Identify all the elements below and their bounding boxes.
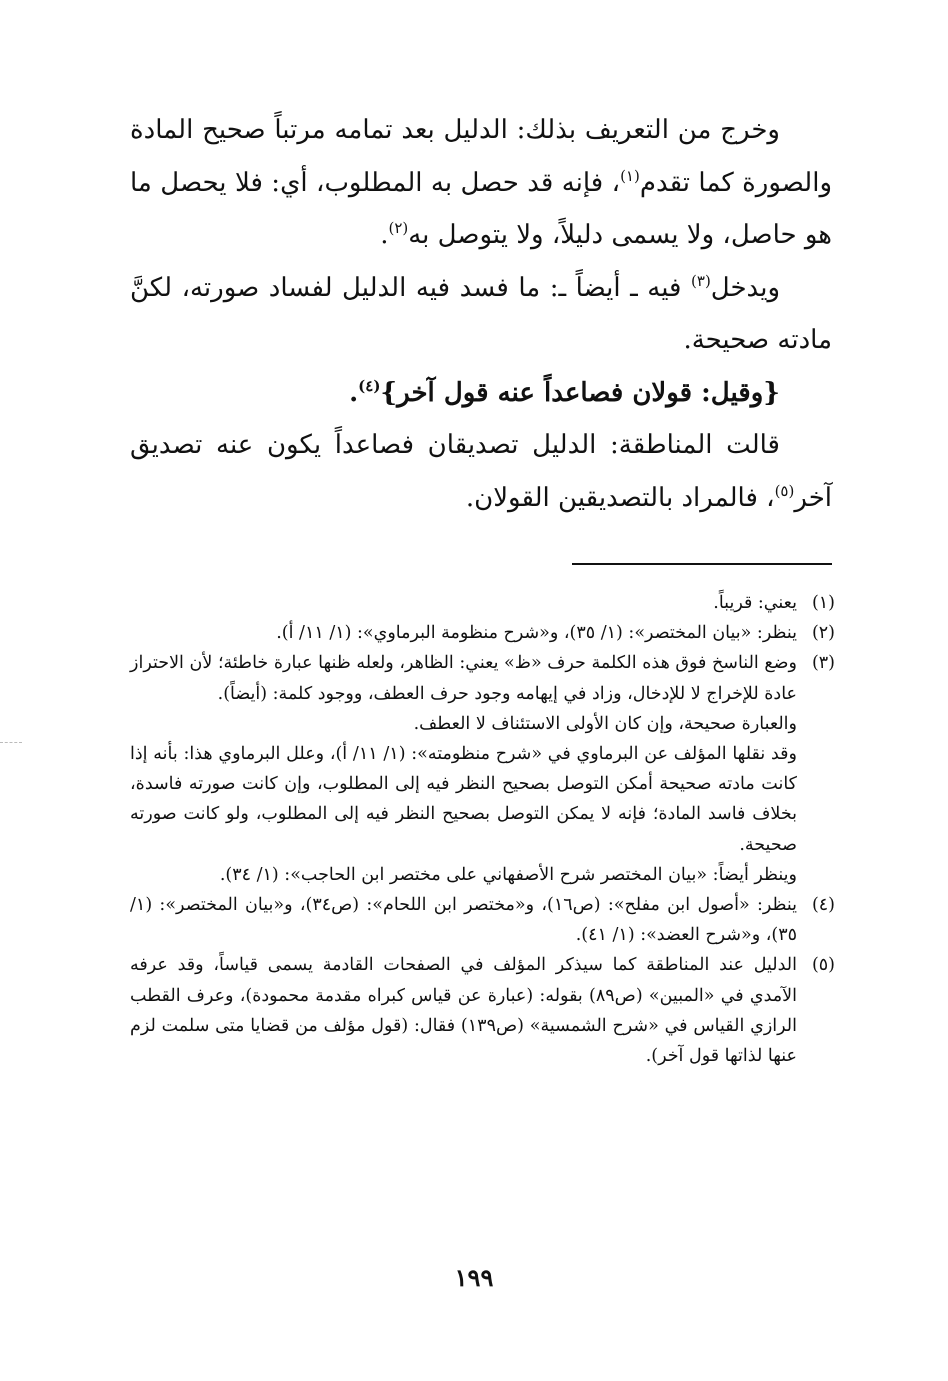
- paragraph-text: ، فإنه قد حصل به المطلوب، أي: فلا يحصل ما هو حاصل، ولا يسمى دليلاً، ولا يتوصل به: [130, 167, 832, 250]
- footnote-text: ينظر: «أصول ابن مفلح»: (ص١٦)، و«مختصر ابن اللحام»: (ص٣٤)، و«بيان المختصر»: (١/ ٣٥)، و«شرح العضد»: (١/ ٤١).: [130, 895, 797, 946]
- footnote-number: (٣): [811, 653, 835, 674]
- main-paragraph: [130, 262, 832, 367]
- footnote: [130, 890, 835, 950]
- footnote: [130, 950, 835, 1071]
- footnote-text: الدليل عند المناطقة كما سيذكر المؤلف في الصفحات القادمة يسمى قياساً، وقد عرفه الآمدي في «المبين» (ص٨٩) بقوله: (عبارة عن قياس كبراه مقدمة محمودة)، وعرف القطب الرازي القياس في «شرح الشمسية» (ص١٣٩) فقال: (قول مؤلف من قضايا متى سلمت لزم عنها لذاتها قول آخر).: [130, 955, 797, 1067]
- footnote-text: والعبارة صحيحة، وإن كان الأولى الاستئناف لا العطف.: [413, 713, 797, 734]
- footnote-body: [130, 950, 797, 1071]
- footnote: [130, 588, 835, 618]
- footnotes: [130, 588, 835, 1071]
- footnote-number: (٤): [811, 895, 835, 916]
- footnote-reference: (٢): [388, 219, 409, 237]
- paragraph-text: ، فالمراد بالتصديقين القولان.: [465, 482, 775, 513]
- footnote-reference: (٣): [691, 271, 711, 290]
- footnote-text: وضع الناسخ فوق هذه الكلمة حرف «ظ» يعني: الظاهر، ولعله ظنها عبارة خاطئة؛ لأن الاحتراز عادة للإخراج لا للإدخال، وزاد في إيهامه وجود حرف العطف، ووجود كلمة: (أيضاً).: [130, 653, 797, 704]
- footnote-reference: (١): [620, 166, 640, 185]
- paragraph-text: فيه ـ أيضاً ـ: ما فسد فيه الدليل لفساد صورته، لكنَّ مادته صحيحة.: [130, 272, 832, 355]
- paragraph-text: {وقيل: قولان فصاعداً عنه قول آخر}: [380, 377, 780, 408]
- footnote-body: [130, 618, 797, 648]
- footnote-body: [130, 648, 797, 708]
- footnote-reference: (٥): [774, 481, 795, 500]
- footnote-number: (١): [811, 593, 835, 613]
- footnote-number: (٥): [811, 955, 835, 976]
- footnote-text: ينظر: «بيان المختصر»: (١/ ٣٥)، و«شرح منظومة البرماوي»: (١/ ١١/ أ).: [276, 623, 797, 644]
- main-paragraph: [130, 104, 832, 262]
- footnote-text: يعني: قريباً.: [713, 593, 797, 613]
- main-paragraph: [130, 367, 832, 420]
- footnote-body: [130, 588, 797, 618]
- footnote: [130, 648, 835, 708]
- footnote-number: (٢): [811, 623, 835, 644]
- paragraph-text: .: [380, 220, 389, 250]
- paragraph-text: .: [349, 377, 359, 408]
- footnote-text: وينظر أيضاً: «بيان المختصر شرح الأصفهاني على مختصر ابن الحاجب»: (١/ ٣٤).: [219, 864, 797, 885]
- main-text: [130, 104, 832, 524]
- footnote-body: [130, 890, 797, 950]
- page-number: ١٩٩: [454, 1263, 494, 1292]
- footnote-separator: [572, 563, 832, 565]
- paragraph-text: قالت المناطقة: الدليل تصديقان فصاعداً يكون عنه تصديق آخر: [130, 430, 832, 513]
- footnote-text: وقد نقلها المؤلف عن البرماوي في «شرح منظومته»: (١/ ١١/ أ)، وعلل البرماوي هذا: بأنه إذا كانت مادته صحيحة أمكن التوصل بصحيح النظر فيه إلى المطلوب، وإن كانت صورته فاسدة، بخلاف فاسد المادة؛ فإنه لا يمكن التوصل بصحيح النظر فيه إلى المطلوب، ولو كانت صورته صحيحة.: [130, 744, 797, 855]
- paragraph-text: وخرج من التعريف بذلك: الدليل بعد تمامه مرتباً صحيح المادة والصورة كما تقدم: [130, 115, 833, 198]
- footnote-reference: (٤): [358, 376, 381, 395]
- paragraph-text: ويدخل: [710, 272, 780, 303]
- footnote-continuation: [130, 709, 835, 890]
- main-paragraph: [130, 419, 832, 524]
- footnote: [130, 618, 835, 648]
- scan-edge-mark: [0, 742, 22, 744]
